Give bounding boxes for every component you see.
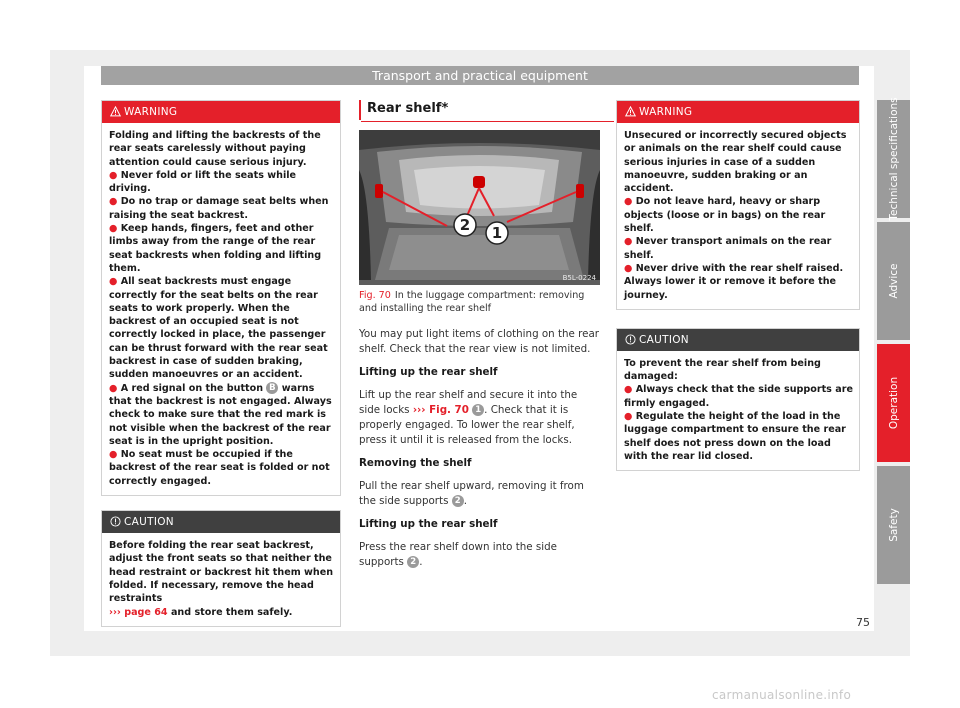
caution-bullet xyxy=(624,383,853,410)
bullet-text: Regulate the height of the load in the luggage compartment to ensure the rear shelf does not press down on the load with the rear lid closed. xyxy=(624,411,846,462)
bullet-text: Never transport animals on the rear shelf. xyxy=(624,236,832,261)
figure-caption xyxy=(359,290,600,315)
warning-header xyxy=(102,101,340,123)
caution-box xyxy=(616,328,860,471)
chapter-tabs xyxy=(877,97,910,588)
caution-box xyxy=(101,510,341,627)
bullet-dot: ● xyxy=(624,236,636,248)
warning-label: WARNING xyxy=(639,106,693,118)
lifting-paragraph-2 xyxy=(359,540,600,570)
bullet-text: Never fold or lift the seats while driving. xyxy=(109,169,297,195)
warning-bullet xyxy=(624,262,853,302)
marker-b: B xyxy=(266,382,278,394)
subheading-lifting: Lifting up the rear shelf xyxy=(359,366,498,378)
caution-circle-icon xyxy=(110,516,121,527)
figure-code: B5L-0224 xyxy=(562,274,596,282)
tab-label: Technical specifications xyxy=(887,97,900,221)
figure-rear-shelf xyxy=(359,130,600,285)
bullet-text: Keep hands, fingers, feet and other limbs away from the range of the rear seat backrests when folding and lifting them. xyxy=(109,223,322,274)
bullet-dot: ● xyxy=(624,384,636,396)
warning-bullet xyxy=(109,382,334,448)
tab-label: Safety xyxy=(887,508,900,542)
caution-header xyxy=(102,511,340,533)
bullet-dot: ● xyxy=(624,262,636,274)
caution-body xyxy=(617,351,859,470)
warning-triangle-icon xyxy=(625,106,636,117)
fig-70-link[interactable]: ››› Fig. 70 xyxy=(412,404,469,416)
bullet-dot: ● xyxy=(109,382,121,394)
tab-label: Operation xyxy=(887,376,900,430)
warning-box xyxy=(101,100,341,496)
text: . xyxy=(419,556,423,568)
tab-advice[interactable] xyxy=(877,222,910,340)
tab-label: Advice xyxy=(887,263,900,299)
bullet-text: No seat must be occupied if the backrest of the rear seat is folded or not correctly engaged. xyxy=(109,449,330,487)
page-number: 75 xyxy=(856,616,870,629)
lifting-paragraph xyxy=(359,388,600,448)
callout-2: 2 xyxy=(459,216,471,234)
bullet-dot: ● xyxy=(109,169,121,181)
tab-safety[interactable] xyxy=(877,466,910,584)
marker-2: 2 xyxy=(452,495,464,507)
warning-body xyxy=(102,123,340,495)
caution-text-post: and store them safely. xyxy=(170,606,293,618)
caution-text xyxy=(109,539,334,619)
text: Pull the rear shelf upward, removing it from the side supports xyxy=(359,480,584,507)
section-body xyxy=(359,327,600,570)
bullet-text: A red signal on the button xyxy=(120,382,264,394)
warning-bullet xyxy=(624,195,853,235)
bullet-dot: ● xyxy=(624,411,636,423)
bullet-dot: ● xyxy=(109,223,121,235)
marker-2: 2 xyxy=(407,556,419,568)
warning-bullet xyxy=(109,169,334,196)
caution-text-pre: Before folding the rear seat backrest, adjust the front seats so that neither the head restraint or backrest hit them when folded. If necessary, remove the head restraints xyxy=(109,540,334,605)
bullet-text: Do no trap or damage seat belts when raising the seat backrest. xyxy=(109,196,329,221)
page-64-link[interactable]: ››› page 64 xyxy=(109,606,168,618)
caution-circle-icon xyxy=(625,334,636,345)
bullet-dot: ● xyxy=(624,196,636,208)
text: . Check that it is properly engaged. To lower the rear shelf, press it until it is released from the locks. xyxy=(359,404,575,446)
text: Press the rear shelf down into the side supports xyxy=(359,541,558,568)
warning-bullet xyxy=(109,195,334,222)
warning-header xyxy=(617,101,859,123)
bullet-dot: ● xyxy=(109,276,121,288)
figure-label: Fig. 70 xyxy=(359,290,391,301)
bullet-text: Never drive with the rear shelf raised. Always lower it or remove it before the journey. xyxy=(624,262,844,301)
removing-paragraph xyxy=(359,479,600,509)
chapter-header: Transport and practical equipment xyxy=(101,66,859,85)
caution-header xyxy=(617,329,859,351)
warning-body xyxy=(617,123,859,309)
column-right xyxy=(616,100,860,485)
text: Lift up the rear shelf and secure it into the side locks xyxy=(359,389,578,416)
warning-box xyxy=(616,100,860,310)
warning-bullet xyxy=(624,235,853,262)
section-title: Rear shelf* xyxy=(359,100,600,120)
bullet-text: warns that the backrest is not engaged. Always check to make sure that the red mark is not visible when the backrest of the rear seat is in the upright position. xyxy=(109,382,332,447)
tab-technical-specifications[interactable] xyxy=(877,97,910,221)
subheading-lifting-2: Lifting up the rear shelf xyxy=(359,518,498,530)
warning-bullet xyxy=(109,222,334,275)
bullet-text: Do not leave hard, heavy or sharp objects (loose or in bags) on the rear shelf. xyxy=(624,196,826,235)
text: . xyxy=(463,495,468,507)
warning-intro: Folding and lifting the backrests of the rear seats carelessly without paying attention could cause serious injury. xyxy=(109,130,321,168)
column-middle xyxy=(359,100,600,578)
warning-label: WARNING xyxy=(124,106,178,118)
tab-operation[interactable] xyxy=(877,344,910,462)
warning-intro: Unsecured or incorrectly secured objects or animals on the rear shelf could cause serious injuries in case of a sudden manoeuvre, sudden braking or an accident. xyxy=(624,130,847,195)
caution-label: CAUTION xyxy=(639,333,689,346)
bullet-text: Always check that the side supports are firmly engaged. xyxy=(624,384,853,409)
bullet-text: All seat backrests must engage correctly for the seat belts on the rear seats to work properly. When the backrest of an occupied seat is not correctly locked in place, the passenger can be thrust forward with the rear seat backrest in case of sudden braking, sudden manoeuvres or an accident. xyxy=(109,276,328,381)
bullet-dot: ● xyxy=(109,449,121,461)
intro-paragraph: You may put light items of clothing on the rear shelf. Check that the rear view is not limited. xyxy=(359,328,600,355)
caution-body xyxy=(102,533,340,626)
column-left xyxy=(101,100,341,641)
caution-label: CAUTION xyxy=(124,516,174,529)
rear-shelf-illustration xyxy=(359,130,600,285)
figure-caption-text: In the luggage compartment: removing and installing the rear shelf xyxy=(359,290,585,314)
caution-bullet xyxy=(624,410,853,463)
caution-intro: To prevent the rear shelf from being damaged: xyxy=(624,357,821,383)
watermark: carmanualsonline.info xyxy=(712,688,852,702)
marker-1: 1 xyxy=(472,404,484,416)
warning-bullet xyxy=(109,275,334,381)
warning-triangle-icon xyxy=(110,106,121,117)
callout-1: 1 xyxy=(491,224,503,242)
subheading-removing: Removing the shelf xyxy=(359,457,472,469)
warning-bullet xyxy=(109,448,334,488)
bullet-dot: ● xyxy=(109,196,121,208)
